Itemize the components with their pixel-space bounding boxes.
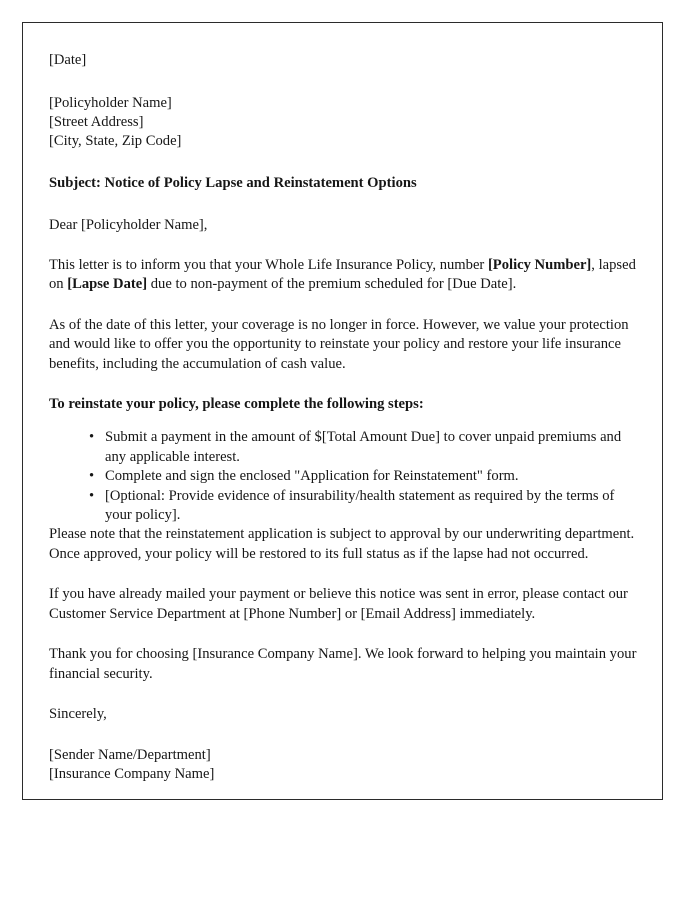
address-line-name: [Policyholder Name]: [49, 95, 172, 112]
paragraph-1-segment-2: , lapsed on: [49, 257, 636, 293]
recipient-address-block: [49, 94, 637, 150]
sender-name-department: [Sender Name/Department]: [49, 747, 211, 764]
address-line-city-state-zip: [City, State, Zip Code]: [49, 132, 182, 149]
steps-heading: To reinstate your policy, please complete the following steps:: [49, 396, 424, 413]
reinstatement-steps-list: [49, 428, 637, 525]
paragraph-thank-you: Thank you for choosing [Insurance Company Name]. We look forward to helping you maintain your financial security.: [49, 646, 637, 682]
letter-page: [22, 22, 663, 800]
paragraph-1-segment-3: due to non-payment of the premium scheduled for [Due Date].: [147, 276, 517, 293]
letter-content: [23, 23, 662, 804]
paragraph-policy-lapse-notice: [49, 256, 637, 295]
address-line-street: [Street Address]: [49, 114, 144, 130]
paragraph-1-segment-1: This letter is to inform you that your Whole Life Insurance Policy, number: [49, 257, 488, 273]
insurance-company-name: [Insurance Company Name]: [49, 765, 215, 782]
list-item: • Submit a payment in the amount of $[Total Amount Due] to cover unpaid premiums and any applicable interest.: [89, 428, 637, 467]
salutation: Dear [Policyholder Name],: [49, 216, 208, 233]
lapse-date-placeholder: [Lapse Date]: [67, 276, 148, 293]
paragraph-contact-customer-service: If you have already mailed your payment or believe this notice was sent in error, please contact our Customer Service Department at [Phone Number] or [Email Address] immediately.: [49, 586, 628, 622]
paragraph-coverage-status: As of the date of this letter, your coverage is no longer in force. However, we value your protection and would like to offer you the opportunity to reinstate your policy and restore your life insurance benefits, including the accumulation of cash value.: [49, 316, 629, 372]
list-item: • Complete and sign the enclosed "Application for Reinstatement" form.: [89, 467, 637, 486]
subject-line: Subject: Notice of Policy Lapse and Reinstatement Options: [49, 175, 417, 192]
list-item: • [Optional: Provide evidence of insurability/health statement as required by the terms of your policy].: [89, 487, 637, 526]
closing-salutation: Sincerely,: [49, 705, 107, 722]
letter-date: [Date]: [49, 52, 87, 68]
policy-number-placeholder: [Policy Number]: [487, 257, 592, 273]
paragraph-underwriting-approval: Please note that the reinstatement application is subject to approval by our underwriting department. Once approved, your policy will be restored to its full status as if the lapse had not occurred.: [49, 526, 635, 562]
signature-block: [49, 746, 637, 783]
